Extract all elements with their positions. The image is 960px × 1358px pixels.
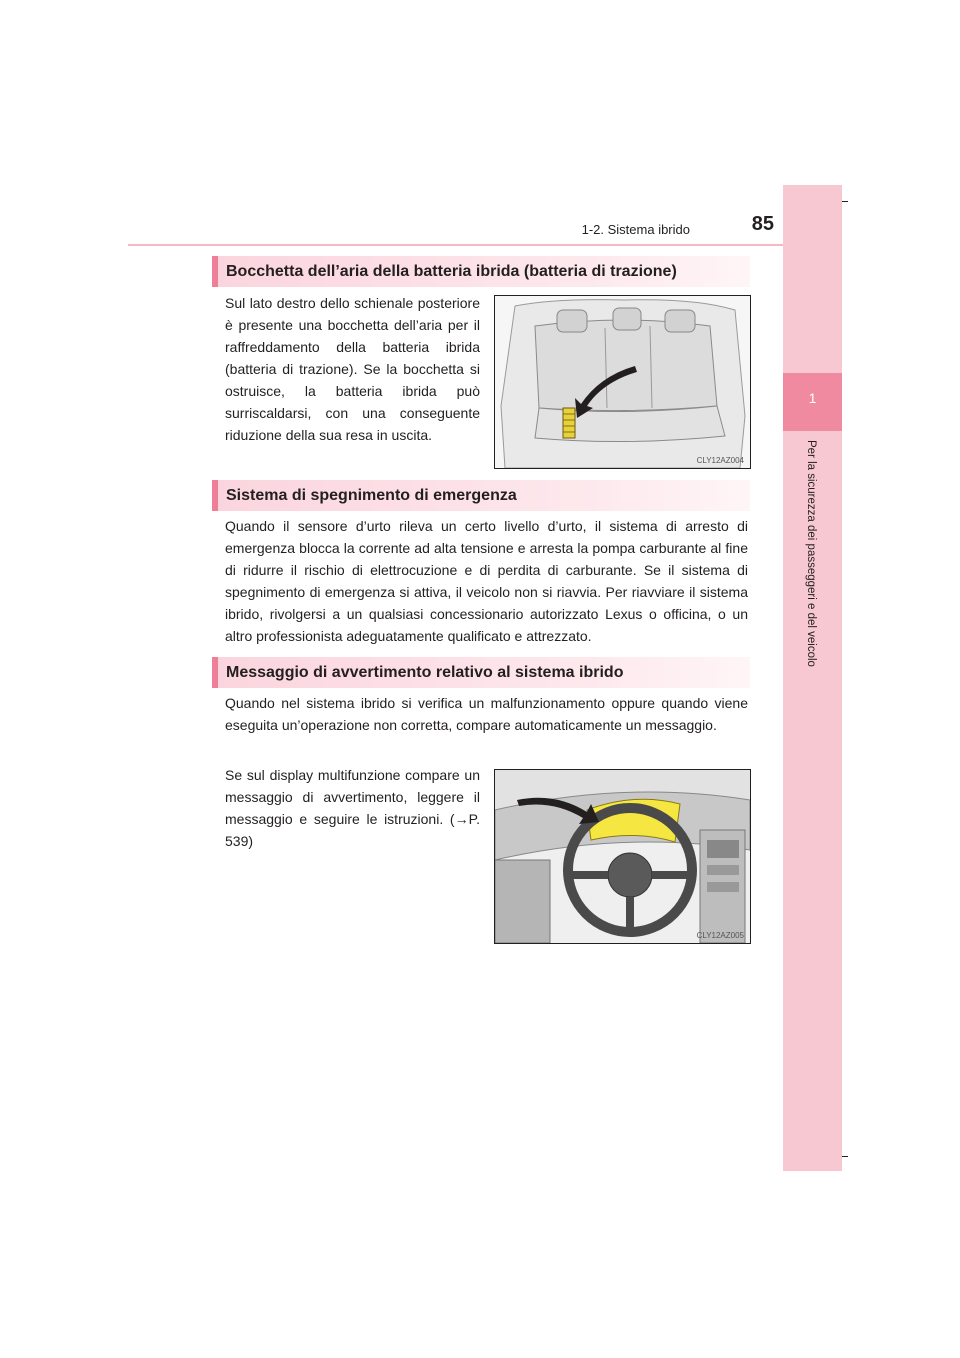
rear-seat-illustration	[495, 296, 750, 468]
rear-seat-figure	[494, 295, 751, 469]
chapter-number: 1	[808, 390, 817, 406]
dashboard-figure	[494, 769, 751, 944]
dashboard-illustration	[495, 770, 750, 943]
chapter-title: Per la sicurezza dei passeggeri e del veicolo	[805, 440, 817, 667]
page-reference-link[interactable]: (→P. 539)	[225, 811, 481, 849]
instructions-text: Se sul display multifunzione compare un messaggio di avvertimento, leggere il messaggio e seguire le istruzioni.	[225, 767, 480, 827]
section-text-warning-message: Quando nel sistema ibrido si verifica un malfunzionamento oppure quando viene eseguita un’operazione non corretta, compare automaticamente un messaggio.	[225, 695, 748, 733]
section-text-emergency-shutoff: Quando il sensore d’urto rileva un certo livello d’urto, il sistema di arresto di emergenza blocca la corrente ad alta tensione e arresta la pompa carburante al fine di ridurre il rischio di elettrocuzione e di perdita di carburante. Se il sistema di spegnimento di emergenza si attiva, il veicolo non si riavvia. Per riavviare il sistema ibrido, rivolgersi a un qualsiasi concessionario autorizzato Lexus o officina, o un altro professionista adeguatamente qualificato e attrezzato.	[225, 518, 748, 644]
section-text-battery-vent: Sul lato destro dello schienale posteriore è presente una bocchetta dell’aria per il raffreddamento della batteria ibrida (batteria di trazione). Se la bocchetta si ostruisce, la batteria ibrida può surriscaldarsi, con una conseguente riduzione della sua resa in uscita.	[225, 295, 480, 443]
section-text-warning-instructions	[225, 764, 480, 852]
page-number: 85	[751, 213, 774, 235]
figure-code: CLY12AZ005	[696, 931, 744, 940]
section-reference: 1-2. Sistema ibrido	[581, 222, 690, 237]
header-rule	[128, 244, 842, 246]
section-heading-warning-message: Messaggio di avvertimento relativo al sistema ibrido	[212, 657, 750, 688]
section-heading-battery-vent: Bocchetta dell’aria della batteria ibrida (batteria di trazione)	[212, 256, 750, 287]
section-heading-emergency-shutoff: Sistema di spegnimento di emergenza	[212, 480, 750, 511]
figure-code: CLY12AZ004	[696, 456, 744, 465]
